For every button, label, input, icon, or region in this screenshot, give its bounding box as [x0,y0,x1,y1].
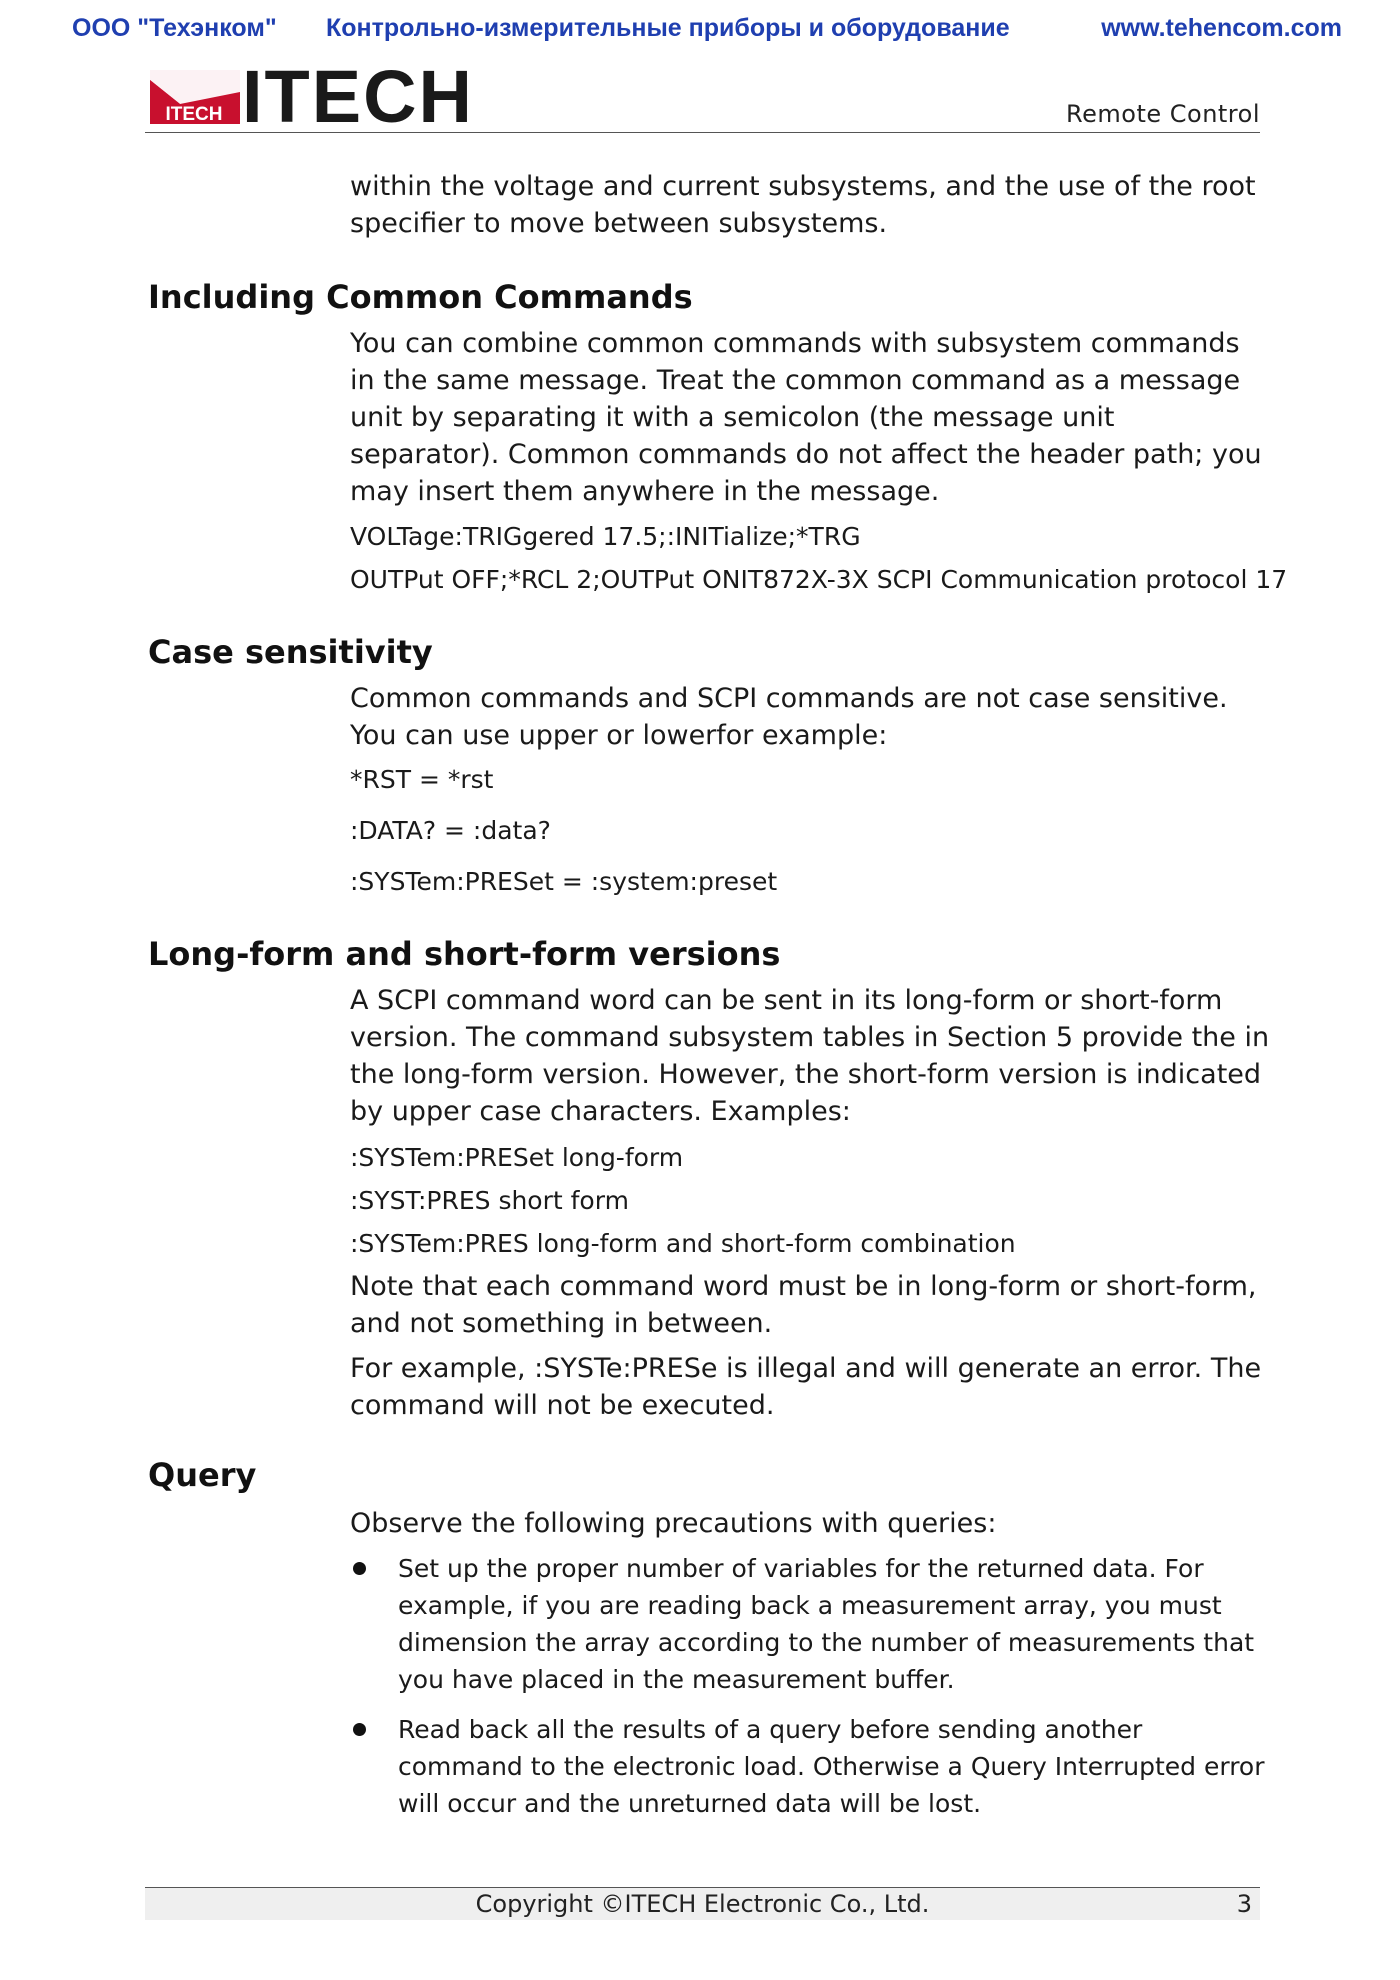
section-title: Remote Control [1066,100,1260,128]
page-footer [145,1887,1260,1920]
website-link[interactable]: www.tehencom.com [1101,14,1342,42]
company-name: ООО "Техэнком" [72,14,277,42]
long-short-example-3: :SYSTem:PRES long-form and short-form combination [350,1229,1016,1258]
bullet-icon [353,1723,366,1736]
long-short-note: Note that each command word must be in long-form or short-form, and not something in between. [350,1271,1257,1339]
common-commands-body: You can combine common commands with subsystem commands in the same message. Treat the common command as a message unit by separating it with a semicolon (the message unit separator). Common commands do not affect the header path; you may insert them anywhere in the message. [350,328,1262,507]
case-example-2: :DATA? = :data? [350,816,551,845]
case-sensitivity-body: Common commands and SCPI commands are not case sensitive. You can use upper or lowerfor example: [350,683,1228,751]
footer-copyright: Copyright ©ITECH Electronic Co., Ltd. [475,1890,930,1918]
long-short-example-1: :SYSTem:PRESet long-form [350,1143,684,1172]
page-number: 3 [1236,1890,1252,1918]
case-example-1: *RST = *rst [350,765,494,794]
heading-long-short-form: Long-form and short-form versions [148,935,781,973]
heading-case-sensitivity: Case sensitivity [148,633,433,671]
query-bullet-text: Set up the proper number of variables for the returned data. For example, if you are reading back a measurement array, you must dimension the array according to the number of measurements that you have placed in the measurement buffer. [398,1554,1255,1694]
query-bullet-text: Read back all the results of a query before sending another command to the electronic load. Otherwise a Query Interrupted error will occur and the unreturned data will be lost. [398,1715,1265,1818]
bullet-icon [353,1562,366,1575]
query-bullet [350,1550,1270,1698]
header-divider [145,132,1260,133]
query-intro: Observe the following precautions with queries: [350,1508,997,1539]
heading-common-commands: Including Common Commands [148,278,693,316]
long-short-body: A SCPI command word can be sent in its long-form or short-form version. The command subsystem tables in Section 5 provide the in the long-form version. However, the short-form version is indicated by upper case characters. Examples: [350,985,1270,1127]
intro-continuation: within the voltage and current subsystems, and the use of the root specifier to move between subsystems. [350,171,1256,239]
distributor-banner [72,14,1342,54]
query-bullet [350,1711,1270,1822]
itech-logo [150,55,474,138]
long-short-error-example: For example, :SYSTe:PRESe is illegal and will generate an error. The command will not be executed. [350,1353,1262,1421]
long-short-example-2: :SYST:PRES short form [350,1186,629,1215]
common-commands-example-2: OUTPut OFF;*RCL 2;OUTPut ONIT872X-3X SCPI Communication protocol 17 [350,565,1288,594]
itech-logo-text: ITECH [242,55,474,138]
heading-query: Query [148,1456,257,1494]
case-example-3: :SYSTem:PRESet = :system:preset [350,867,778,896]
itech-logo-mark-icon [150,70,240,124]
company-tagline: Контрольно-измерительные приборы и оборудование [326,14,1010,42]
svg-text:ITECH: ITECH [165,104,223,124]
common-commands-example-1: VOLTage:TRIGgered 17.5;:INITialize;*TRG [350,522,861,551]
